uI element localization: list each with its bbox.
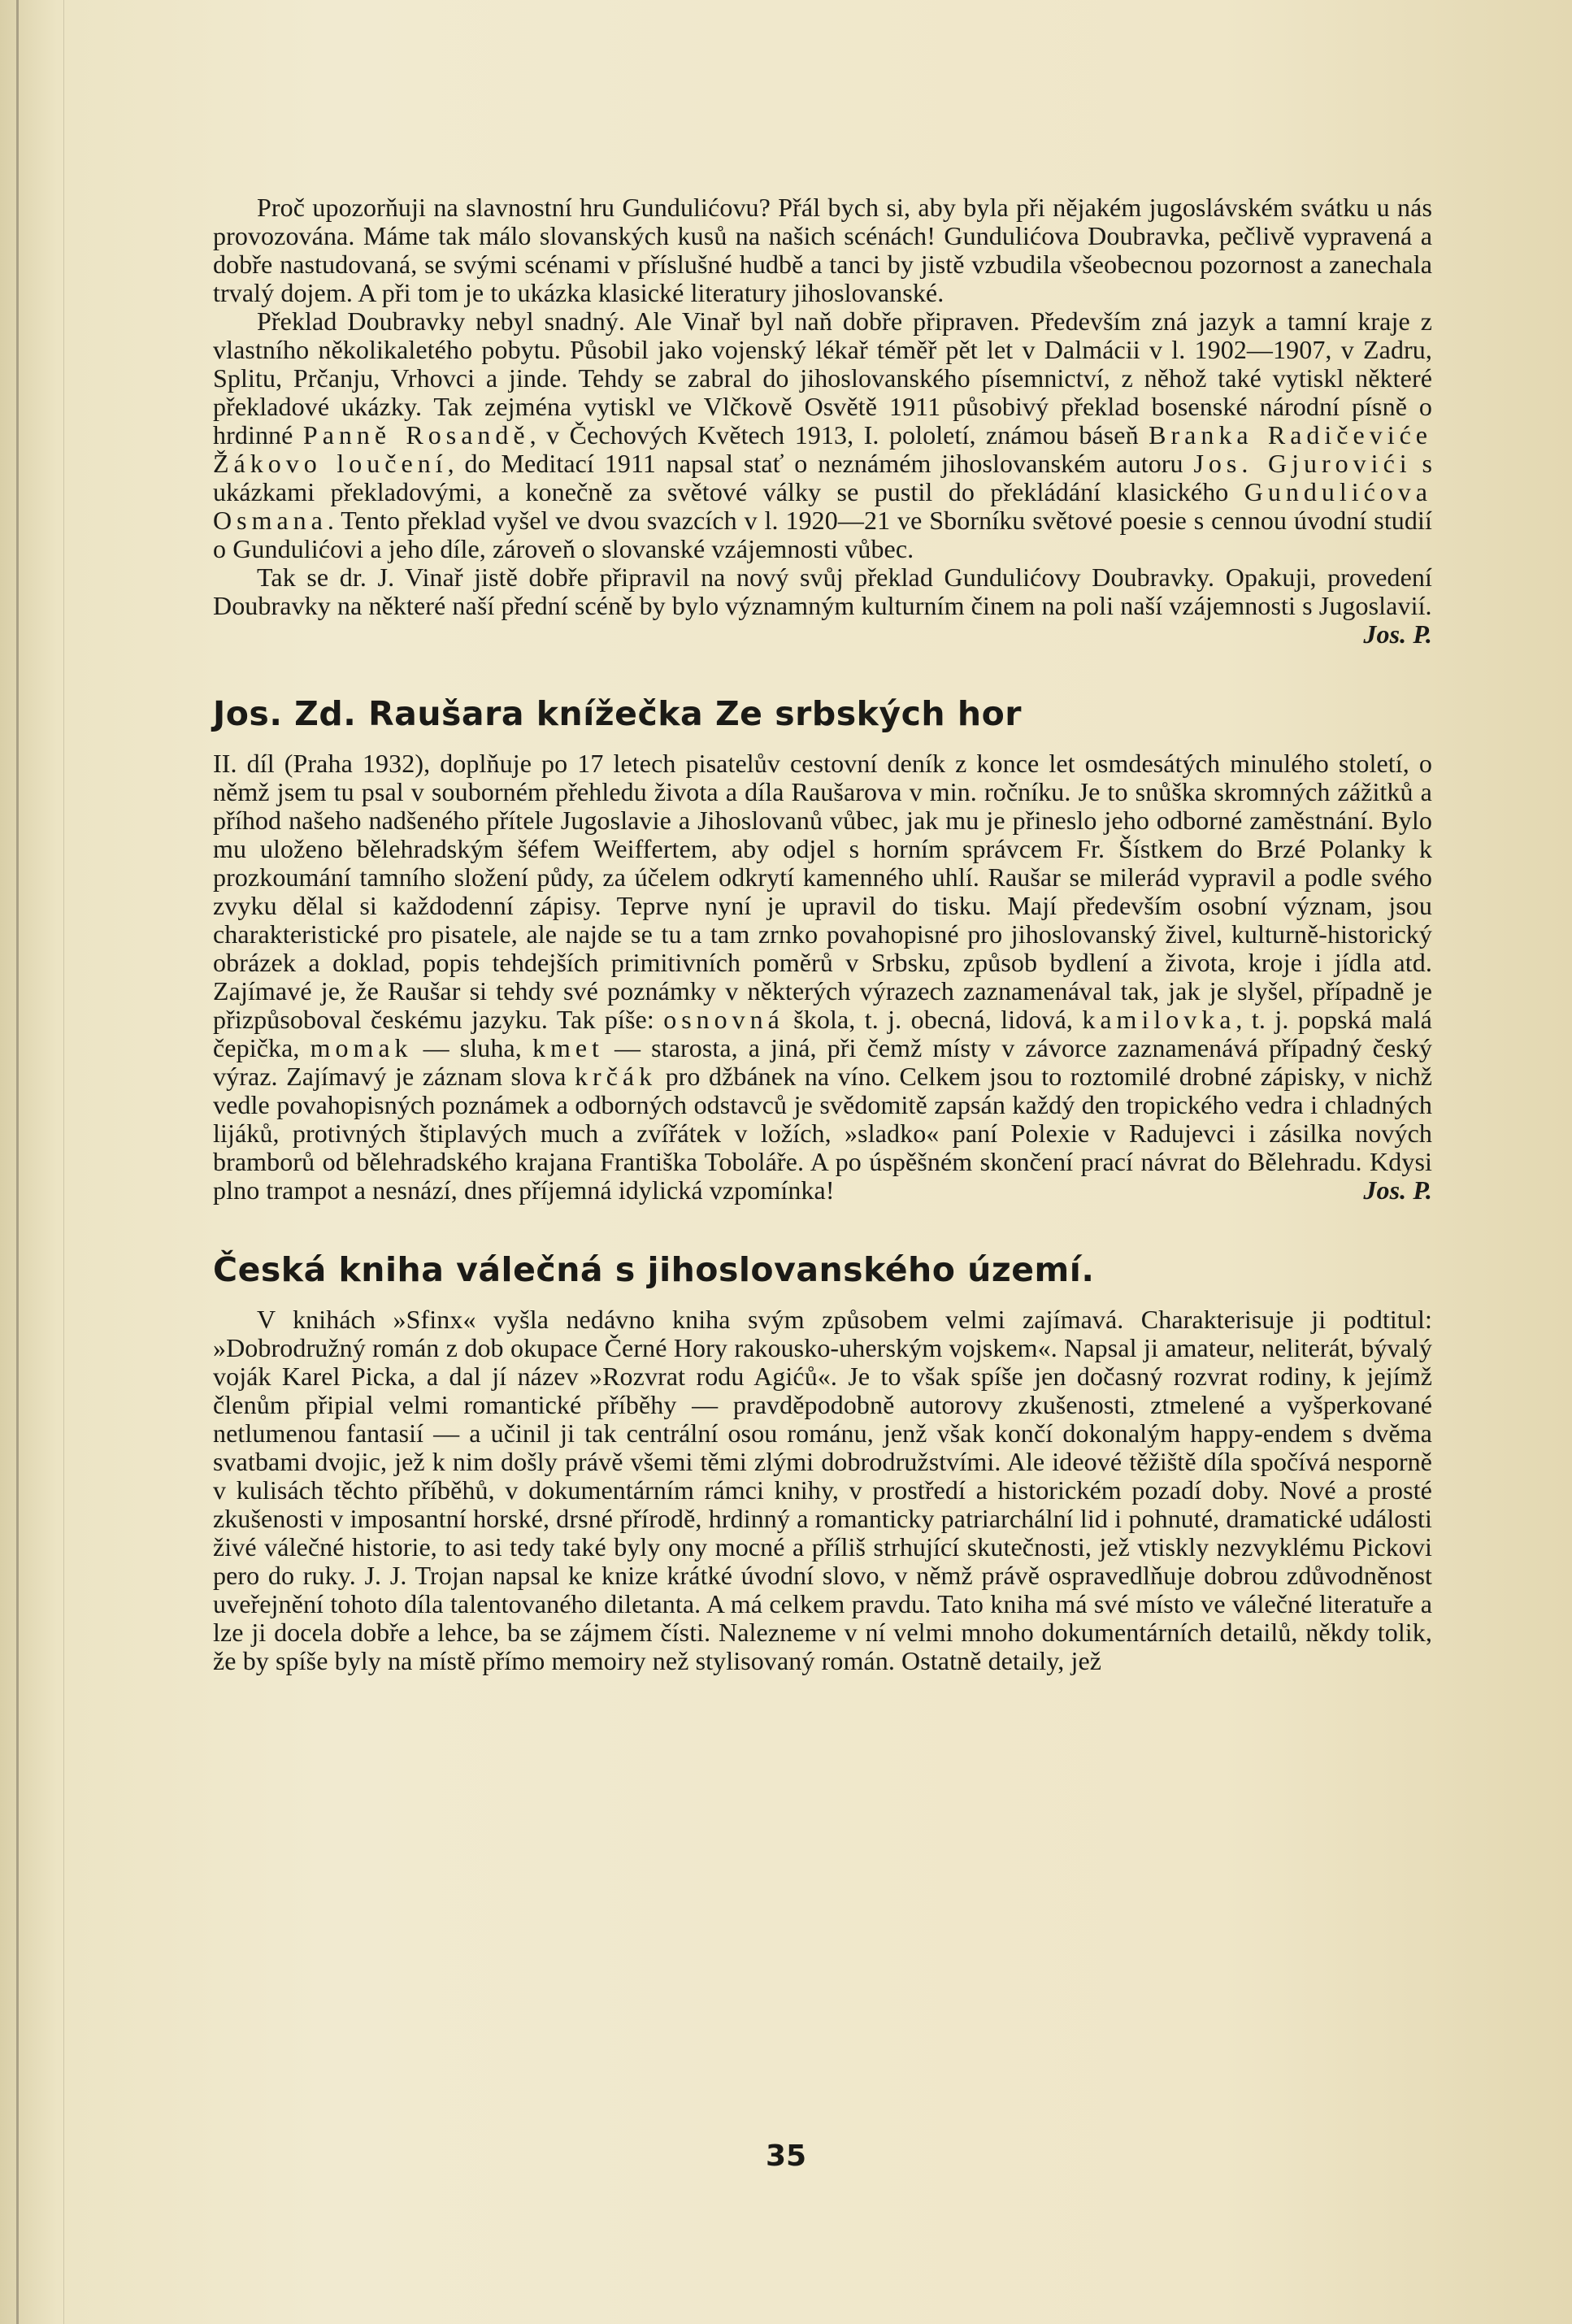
section-heading: Česká kniha válečná s jihoslovanského území. <box>213 1250 1095 1289</box>
paragraph: Tak se dr. J. Vinař jistě dobře připravil na nový svůj překlad Gundulićovy Doubravky. Opakuji, provedení Doubravky na některé naší přední scéně by bylo významným kulturním činem na poli naší vzájemnosti s Jugoslavií. Jos. P. <box>213 563 1432 649</box>
spaced-term: momak <box>310 1033 413 1062</box>
paragraph: II. díl (Praha 1932), doplňuje po 17 letech pisatelův cestovní deník z konce let osmdesátých minulého století, o němž jsem tu psal v souborném přehledu života a díla Raušarova v min. ročníku. Je to snůška skromných zážitků a příhod našeho nadšeného přítele Jugoslavie a Jihoslovanů vůbec, jak mu je přineslo jeho odborné zaměstnání. Bylo mu uloženo bělehradským šéfem Weiffertem, aby odjel s horním správcem Fr. Šístkem do Brzé Polanky k prozkoumání tamního složení půdy, za účelem odkrytí kamenného uhlí. Raušar se milerád vypravil a podle svého zvyku dělal si každodenní zápisy. Teprve nyní je upravil do tisku. Mají především osobní význam, jsou charakteristické pro pisatele, ale najde se tu a tam zrnko povahopisné pro jihoslovanský živel, kulturně-historický obrázek a doklad, popis tehdejších primitivních poměrů v Srbsku, způsob bydlení a života, kroje i jídla atd. Zajímavé je, že Raušar si tehdy své poznámky v některých výrazech zaznamenával tak, jak je slyšel, případně je přizpůsoboval českému jazyku. Tak píše: osnovná škola, t. j. obecná, lidová, kamilovka, t. j. popská malá čepička, momak — sluha, kmet — starosta, a jiná, při čemž místy v závorce zaznamenává případný český výraz. Zajímavý je záznam slova krčák pro džbánek na víno. Celkem jsou to roztomilé drobné zápisky, v nichž vedle povahopisných poznámek a odborných odstavců je svědomitě zapsán každý den tropického vedra i chladných lijáků, protivných štiplavých much a zvířátek v ložích, »sladko« paní Polexie v Radujevci i zásilka nových bramborů od bělehradského krajana Františka Toboláře. A po úspěšném skončení prací návrat do Bělehradu. Kdysi plno trampot a nesnází, dnes příjemná idylická vzpomínka! Jos. P. <box>213 749 1432 1205</box>
paragraph: Proč upozorňuji na slavnostní hru Gundulićovu? Přál bych si, aby byla při nějakém jugoslávském svátku u nás provozována. Máme tak málo slovanských kusů na našich scénách! Gundulićova Doubravka, pečlivě vypravená a dobře nastudovaná, se svými scénami v příslušné hudbě a tanci by jistě vzbudila všeobecnou pozornost a zanechala trvalý dojem. A při tom je to ukázka klasické literatury jihoslovanské. <box>213 193 1432 307</box>
page-number: 35 <box>765 2139 807 2173</box>
author-signature: Jos. P. <box>1363 1175 1432 1205</box>
spaced-term: krčák <box>575 1062 658 1091</box>
section-doubravka <box>213 193 1432 649</box>
paragraph: Překlad Doubravky nebyl snadný. Ale Vinař byl naň dobře připraven. Především zná jazyk a tamní kraje z vlastního několikaletého pobytu. Působil jako vojenský lékař téměř pět let v Dalmácii v l. 1902—1907, v Zadru, Splitu, Prčanju, Vrhovci a jinde. Tehdy se zabral do jihoslovanského písemnictví, z něhož také vytiskl některé překladové ukázky. Tak zejména vytiskl ve Vlčkově Osvětě 1911 působivý překlad bosenské národní písně o hrdinné Panně Rosandě, v Čechových Květech 1913, I. pololetí, známou báseň Branka Radičeviće Žákovo loučení, do Meditací 1911 napsal stať o neznámém jihoslovanském autoru Jos. Gjurovići s ukázkami překladovými, a konečně za světové války se pustil do překládání klasického Gundulićova Osmana. Tento překlad vyšel ve dvou svazcích v l. 1920—21 ve Sborníku světové poesie s cennou úvodní studií o Gundulićovi a jeho díle, zároveň o slovanské vzájemnosti vůbec. <box>213 306 1433 563</box>
section-war-book <box>213 1250 1432 1675</box>
book-spine-edge <box>16 0 19 2324</box>
spaced-term: kamilovka <box>1082 1005 1236 1034</box>
section-rausar <box>213 694 1432 1205</box>
spaced-term: Gundulićova Osmana <box>213 477 1432 535</box>
author-signature: Jos. P. <box>1363 619 1432 649</box>
paragraph: V knihách »Sfinx« vyšla nedávno kniha svým způsobem velmi zajímavá. Charakterisuje ji podtitul: »Dobrodružný román z dob okupace Černé Hory rakousko-uherským vojskem«. Napsal ji amateur, neliterát, bývalý voják Karel Picka, a dal jí název »Rozvrat rodu Agićů«. Je to však spíše jen dočasný rozvrat rodiny, k jejímž členům připial velmi romantické příběhy — pravděpodobně autorovy zkušenosti, ztmelené a vyšperkované netlumenou fantasií — a učinil ji tak centrální osou románu, jenž však končí dokonalým happy-endem s dvěma svatbami dvojic, jež k nim došly právě všemi těmi zlými dobrodružstvími. Ale ideové těžiště díla spočívá nesporně v kulisách těchto příběhů, v dokumentárním rámci knihy, v prostředí a historickém pozadí doby. Nové a prosté zkušenosti v imposantní horské, drsné přírodě, hrdinný a romanticky patriarchální lid i pohnuté, dramatické události živé válečné historie, to asi tedy také byly ony mocné a příliš strhující skutečnosti, jež vtiskly nezvyklému Pickovi pero do ruky. J. J. Trojan napsal ke knize krátké úvodní slovo, v němž právě ospravedlňuje dobrou zdůvodněnost uveřejnění tohoto díla talentovaného diletanta. A má celkem pravdu. Tato kniha má své místo ve válečné literatuře a lze ji docela dobře a lehce, ba se zájmem čísti. Nalezneme v ní velmi mnoho dokumentárních detailů, někdy tolik, že by spíše byly na místě přímo memoiry než stylisovaný román. Ostatně detaily, jež <box>213 1305 1432 1675</box>
section-heading: Jos. Zd. Raušara knížečka Ze srbských hor <box>213 694 1022 733</box>
spaced-term: Jos. Gjurovići <box>1193 449 1412 478</box>
spaced-term: Branka Radičeviće Žákovo loučení <box>213 420 1432 478</box>
spaced-term: osnovná <box>663 1005 784 1034</box>
spaced-term: kmet <box>532 1033 604 1062</box>
page-content <box>213 193 1432 1675</box>
spaced-term: Panně Rosandě <box>302 420 530 450</box>
book-gutter-line <box>63 0 64 2324</box>
